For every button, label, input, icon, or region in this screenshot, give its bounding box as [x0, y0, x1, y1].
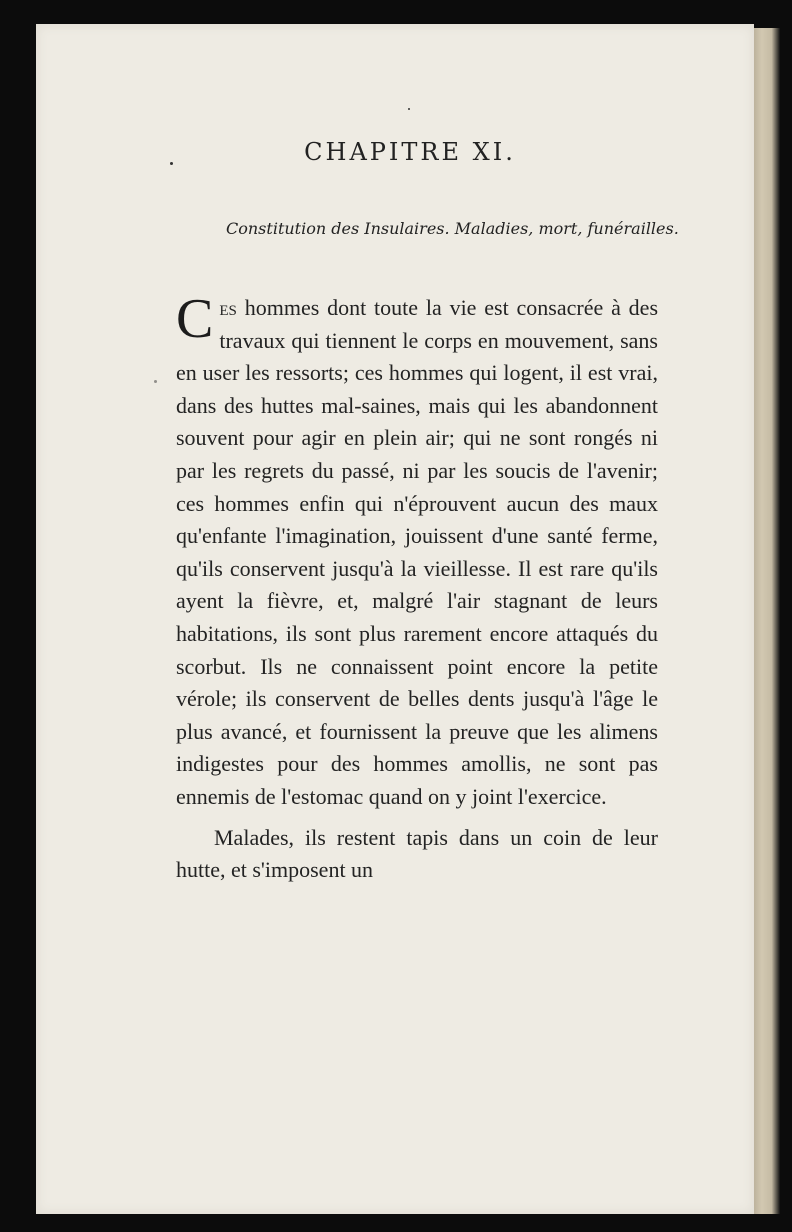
body-text [176, 288, 659, 887]
paragraph-1 [176, 288, 659, 814]
paragraph-1-text: hommes dont toute la vie est consacrée à des travaux qui tiennent le corps en mouvement, sans en user les ressorts; ces hommes qui logent, il est vrai, dans des huttes mal-saines, mais qui les abandonnent souvent pour agir en plein air; qui ne sont rongés ni par les regrets du passé, ni par les soucis de l'avenir; ces hommes enfin qui n'éprouvent aucun des maux qu'enfante l'imagination, jouissent d'une santé ferme, qu'ils conservent jusqu'à la vieillesse. Il est rare qu'ils ayent la fièvre, et, malgré l'air stagnant de leurs habitations, ils sont plus rarement encore attaqués du scorbut. Ils ne connaissent point encore la petite vérole; ils conservent de belles dents jusqu'à l'âge le plus avancé, et fournissent la preuve que les alimens indigestes pour des hommes amollis, ne sont pas ennemis de l'estomac quand on y joint l'exercice. [176, 295, 659, 809]
drop-cap: C [176, 288, 214, 350]
chapter-subtitle: Constitution des Insulaires. Maladies, mort, funérailles. [226, 219, 679, 238]
paper-speck [154, 380, 157, 383]
facing-page-edge [752, 28, 780, 1214]
paper-speck [408, 108, 410, 110]
page-sheet [36, 24, 754, 1214]
paragraph-2: Malades, ils restent tapis dans un coin de leur hutte, et s'imposent un [176, 824, 658, 883]
chapter-title: CHAPITRE XI. [304, 138, 516, 166]
first-word-rest: es [219, 295, 237, 320]
paper-speck [170, 162, 173, 165]
